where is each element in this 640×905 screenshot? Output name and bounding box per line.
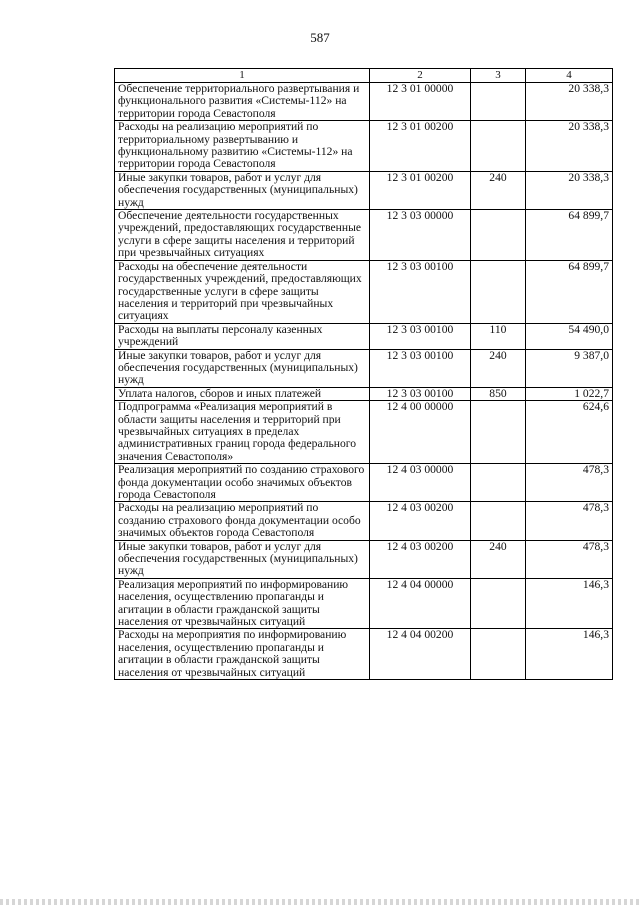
table-row [115,121,613,172]
row-amount-cell: 20 338,3 [526,83,613,121]
row-amount-cell: 9 387,0 [526,349,613,387]
row-type-cell [471,260,526,323]
row-code-cell: 12 3 03 00100 [370,349,471,387]
row-name-cell: Расходы на мероприятия по информированию населения, осуществлению пропаганды и агитации в области гражданской защиты населения от чрезвычайных ситуаций [115,629,370,680]
header-col-3: 3 [471,69,526,83]
table-row [115,464,613,502]
table-row [115,629,613,680]
row-type-cell: 240 [471,349,526,387]
page-number: 587 [310,30,330,45]
table-row [115,401,613,464]
header-col-2: 2 [370,69,471,83]
row-code-cell: 12 3 03 00000 [370,210,471,261]
row-type-cell [471,464,526,502]
table-row [115,210,613,261]
row-code-cell: 12 4 04 00200 [370,629,471,680]
header-col-4: 4 [526,69,613,83]
table-header-row [115,69,613,83]
row-name-cell: Обеспечение территориального развертывания и функционального развития «Системы-112» на территории города Севастополя [115,83,370,121]
row-type-cell [471,578,526,629]
row-amount-cell: 1 022,7 [526,387,613,400]
row-amount-cell: 20 338,3 [526,121,613,172]
row-amount-cell: 478,3 [526,464,613,502]
table-row [115,502,613,540]
row-name-cell: Иные закупки товаров, работ и услуг для обеспечения государственных (муниципальных) нужд [115,349,370,387]
row-amount-cell: 64 899,7 [526,210,613,261]
row-type-cell [471,121,526,172]
row-code-cell: 12 3 03 00100 [370,260,471,323]
row-name-cell: Расходы на выплаты персоналу казенных учреждений [115,323,370,349]
table-row [115,171,613,209]
row-name-cell: Реализация мероприятий по созданию страхового фонда документации особо значимых объектов города Севастополя [115,464,370,502]
row-type-cell [471,83,526,121]
table-row [115,387,613,400]
row-amount-cell: 64 899,7 [526,260,613,323]
table-row [115,323,613,349]
row-type-cell: 240 [471,540,526,578]
table-row [115,83,613,121]
row-name-cell: Подпрограмма «Реализация мероприятий в области защиты населения и территорий при чрезвычайных ситуациях в пределах административных границ города федерального значения Севастополя» [115,401,370,464]
row-code-cell: 12 3 01 00200 [370,121,471,172]
row-name-cell: Обеспечение деятельности государственных учреждений, предоставляющих государственные услуги в сфере защиты населения и территорий при чрезвычайных ситуациях [115,210,370,261]
row-code-cell: 12 3 01 00200 [370,171,471,209]
row-code-cell: 12 4 03 00200 [370,502,471,540]
row-amount-cell: 146,3 [526,629,613,680]
row-name-cell: Реализация мероприятий по информированию населения, осуществлению пропаганды и агитации в области гражданской защиты населения от чрезвычайных ситуаций [115,578,370,629]
row-amount-cell: 478,3 [526,540,613,578]
scan-bottom-edge [0,899,640,905]
table-row [115,260,613,323]
row-code-cell: 12 4 04 00000 [370,578,471,629]
row-amount-cell: 624,6 [526,401,613,464]
row-code-cell: 12 4 03 00000 [370,464,471,502]
row-type-cell [471,502,526,540]
table-row [115,540,613,578]
row-amount-cell: 54 490,0 [526,323,613,349]
row-amount-cell: 20 338,3 [526,171,613,209]
row-name-cell: Иные закупки товаров, работ и услуг для обеспечения государственных (муниципальных) нужд [115,540,370,578]
row-type-cell: 850 [471,387,526,400]
row-type-cell [471,401,526,464]
header-col-1: 1 [115,69,370,83]
row-amount-cell: 146,3 [526,578,613,629]
row-code-cell: 12 4 00 00000 [370,401,471,464]
row-name-cell: Иные закупки товаров, работ и услуг для обеспечения государственных (муниципальных) нужд [115,171,370,209]
row-code-cell: 12 4 03 00200 [370,540,471,578]
row-type-cell [471,629,526,680]
row-name-cell: Расходы на обеспечение деятельности государственных учреждений, предоставляющих государственные услуги в сфере защиты населения и территорий при чрезвычайных ситуациях [115,260,370,323]
row-name-cell: Расходы на реализацию мероприятий по территориальному развертыванию и функциональному развитию «Системы-112» на территории города Севастополя [115,121,370,172]
table-row [115,578,613,629]
row-type-cell: 110 [471,323,526,349]
row-amount-cell: 478,3 [526,502,613,540]
row-name-cell: Уплата налогов, сборов и иных платежей [115,387,370,400]
row-type-cell: 240 [471,171,526,209]
budget-table [114,68,613,680]
table-row [115,349,613,387]
row-code-cell: 12 3 01 00000 [370,83,471,121]
row-name-cell: Расходы на реализацию мероприятий по созданию страхового фонда документации особо значимых объектов города Севастополя [115,502,370,540]
row-code-cell: 12 3 03 00100 [370,323,471,349]
row-code-cell: 12 3 03 00100 [370,387,471,400]
row-type-cell [471,210,526,261]
